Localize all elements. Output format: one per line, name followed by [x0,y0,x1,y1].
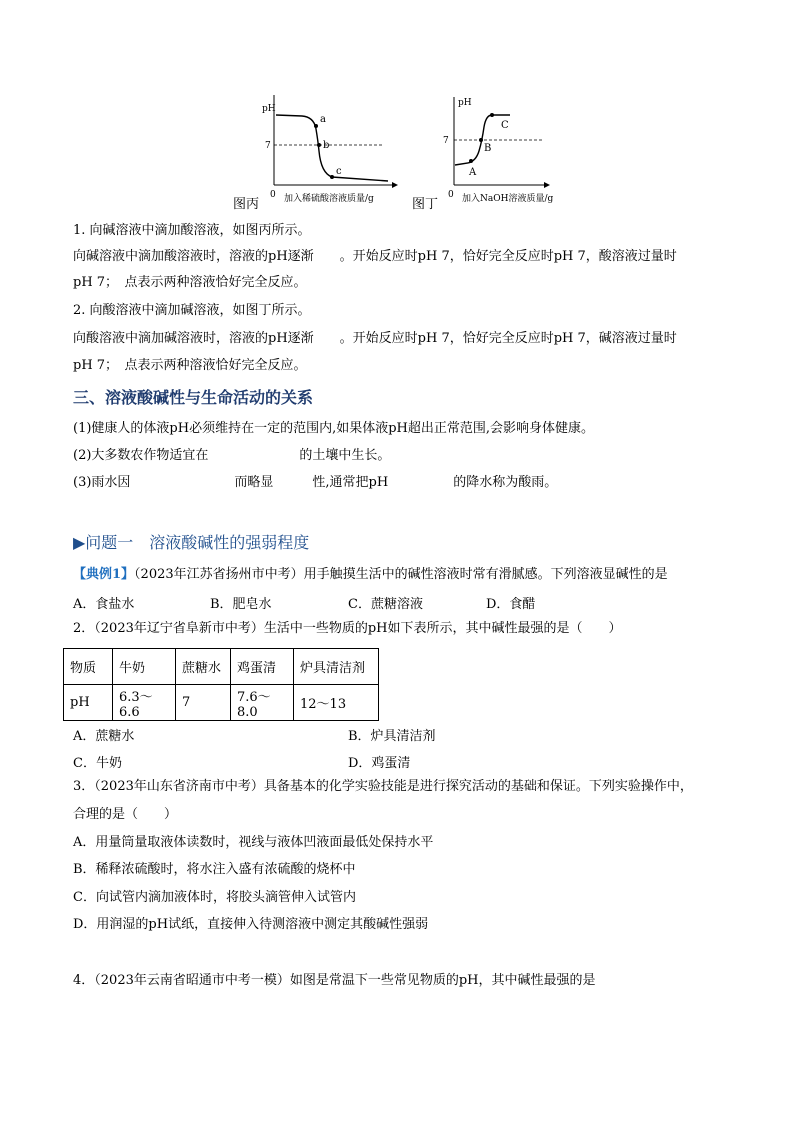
text-line-2: 向碱溶液中滴加酸溶液时，溶液的pH逐渐 。开始反应时pH 7，恰好完全反应时pH 7，酸溶液过量时 [73,249,677,264]
table-row [64,649,379,685]
problem-1-title: ▶问题一 溶液酸碱性的强弱程度 [73,533,310,552]
figure-ding-origin: 0 [448,190,454,200]
figure-bing-caption: 图丙 [233,197,260,212]
q2-option-b: B．炉具清洁剂 [348,729,436,744]
text-line-3: pH 7； 点表示两种溶液恰好完全反应。 [73,275,307,290]
figure-bing-x-label: 加入稀硫酸溶液质量/g [284,194,374,204]
q3-option-a: A．用量筒量取液体读数时，视线与液体凹液面最低处保持水平 [73,835,434,850]
question-3-line-1: 3．（2023年山东省济南市中考）具备基本的化学实验技能是进行探究活动的基础和保证。下列实验操作中， [73,779,693,794]
figure-bing-tick-7: 7 [265,141,271,151]
example-option-d: D．食醋 [486,597,536,612]
text-line-4: 2. 向酸溶液中滴加碱溶液，如图丁所示。 [73,303,311,318]
example-option-c: C．蔗糖溶液 [348,597,423,612]
figure-bing-y-label: pH [262,104,276,114]
q2-option-c: C．牛奶 [73,756,122,771]
table-row [64,685,379,721]
table-cell: 6.3～6.6 [113,685,176,721]
figure-ding-x-label: 加入NaOH溶液质量/g [462,194,554,204]
example-1-text: （2023年江苏省扬州市中考）用手触摸生活中的碱性溶液时常有滑腻感。下列溶液显碱性的是 [134,567,668,582]
table-cell: 炉具清洁剂 [294,649,379,685]
table-cell: 7.6～8.0 [231,685,294,721]
figure-bing-chart [262,93,402,205]
table-cell: 蔗糖水 [176,649,231,685]
section-3-title: 三、溶液酸碱性与生命活动的关系 [73,388,314,407]
table-cell: 12～13 [294,685,379,721]
figure-ding-point-b: B [484,143,492,154]
table-cell: 物质 [64,649,113,685]
figure-ding-caption: 图丁 [412,197,439,212]
example-option-b: B．肥皂水 [210,597,272,612]
section-3-p3: (3)雨水因 而略显 性,通常把pH 的降水称为酸雨。 [73,475,558,490]
text-line-5: 向酸溶液中滴加碱溶液时，溶液的pH逐渐 。开始反应时pH 7，恰好完全反应时pH 7，碱溶液过量时 [73,331,677,346]
ph-table [63,648,379,721]
example-1 [73,566,668,584]
figure-ding-point-c: C [501,120,509,131]
q3-option-d: D．用润湿的pH试纸，直接伸入待测溶液中测定其酸碱性强弱 [73,917,429,932]
text-line-1: 1. 向碱溶液中滴加酸溶液，如图丙所示。 [73,223,311,238]
example-1-tag: 【典例1】 [73,567,135,582]
q2-option-a: A．蔗糖水 [73,729,135,744]
figure-ding-chart [440,93,560,205]
figure-ding-y-label: pH [458,98,472,108]
section-3-p1: (1)健康人的体液pH必须维持在一定的范围内,如果体液pH超出正常范围,会影响身体健康。 [73,421,594,436]
question-4: 4．（2023年云南省昭通市中考一模）如图是常温下一些常见物质的pH，其中碱性最强的是 [73,973,596,988]
figure-bing-point-a: a [320,114,326,125]
question-2: 2．（2023年辽宁省阜新市中考）生活中一些物质的pH如下表所示，其中碱性最强的是（ ） [73,621,622,636]
q2-option-d: D．鸡蛋清 [348,756,411,771]
table-cell: 鸡蛋清 [231,649,294,685]
figure-bing-point-c: c [336,166,342,177]
q3-option-c: C．向试管内滴加液体时，将胶头滴管伸入试管内 [73,890,356,905]
figure-ding-point-a: A [469,167,477,178]
question-3-line-2: 合理的是（ ） [73,807,178,822]
text-line-6: pH 7； 点表示两种溶液恰好完全反应。 [73,358,307,373]
figure-bing-origin: 0 [270,190,276,200]
figure-bing-point-b: b [323,140,330,151]
figure-ding-tick-7: 7 [443,136,449,146]
table-cell: 牛奶 [113,649,176,685]
section-3-p2: (2)大多数农作物适宜在 的土壤中生长。 [73,448,391,463]
table-cell: 7 [176,685,231,721]
example-option-a: A．食盐水 [73,597,135,612]
q3-option-b: B．稀释浓硫酸时，将水注入盛有浓硫酸的烧杯中 [73,862,356,877]
table-cell: pH [64,685,113,721]
